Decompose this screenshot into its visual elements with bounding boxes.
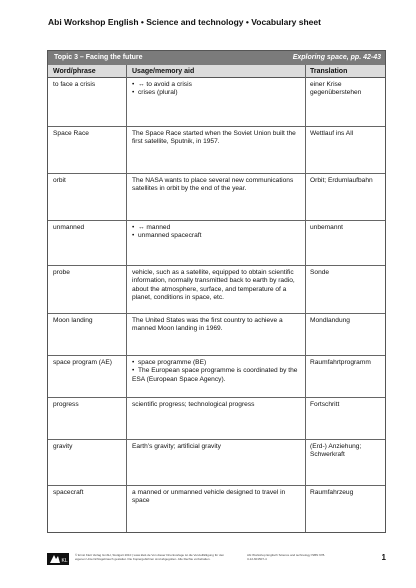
footer (47, 549, 386, 569)
word-cell: spacecraft (53, 489, 84, 496)
word-cell: to face a crisis (53, 81, 96, 88)
usage-cell (132, 81, 304, 98)
usage-line (132, 443, 304, 451)
usage-text: The NASA wants to place several new communications satellites in orbit by the end of the year. (132, 177, 294, 193)
table-row (48, 173, 385, 220)
usage-line (132, 269, 304, 303)
usage-text: vehicle, such as a satellite, equipped to obtain scientific information, normally transmitted back to earth by radio, about the atmosphere, surface, and temperature of a planet, conditions in space, etc. (132, 269, 295, 302)
usage-text: Earth’s gravity; artificial gravity (132, 443, 221, 450)
translation-cell: Raumfahrzeug (310, 489, 354, 496)
usage-cell (132, 269, 304, 303)
usage-line (132, 177, 304, 194)
usage-line (132, 81, 304, 89)
translation-cell: Wettlauf ins All (310, 130, 354, 137)
table-row (48, 313, 385, 355)
usage-line (132, 224, 304, 232)
translation-cell: Mondlandung (310, 317, 350, 324)
usage-line (132, 317, 304, 334)
table-row (48, 265, 385, 313)
word-cell: orbit (53, 177, 66, 184)
column-header-usage: Usage/memory aid (132, 68, 195, 75)
bullet-icon: • (132, 81, 135, 88)
table-header (48, 65, 385, 78)
column-header-word: Word/phrase (53, 68, 96, 75)
vocabulary-table (47, 50, 386, 533)
usage-cell (132, 177, 304, 194)
usage-line (132, 367, 304, 384)
usage-cell (132, 130, 304, 147)
usage-line (132, 489, 304, 506)
bullet-icon: • (132, 224, 135, 231)
footer-book-info: Abi Workshop Englisch Science and technology ISBN 978-3-12-601507-4 (247, 553, 326, 561)
bullet-icon: • (132, 232, 135, 240)
table-row (48, 220, 385, 265)
table-row (48, 78, 385, 126)
usage-text: ↔ manned (138, 224, 171, 231)
translation-cell: Raumfahrtprogramm (310, 359, 371, 366)
table-row (48, 355, 385, 397)
usage-cell (132, 224, 304, 241)
word-cell: Space Race (53, 130, 89, 137)
word-cell: probe (53, 269, 70, 276)
usage-text: The United States was the first country to achieve a manned Moon landing in 1969. (132, 317, 283, 333)
usage-text: crises (plural) (138, 89, 178, 97)
translation-cell: (Erd-) Anziehung; Schwerkraft (310, 443, 362, 459)
table-row (48, 126, 385, 173)
page-number: 1 (381, 553, 386, 562)
translation-cell: unbemannt (310, 224, 343, 231)
usage-cell (132, 401, 304, 409)
topic-bar (48, 51, 385, 65)
usage-text: The European space programme is coordinated by the ESA (European Space Agency). (132, 367, 298, 383)
table-row (48, 397, 385, 439)
column-header-translation: Translation (310, 68, 348, 75)
bullet-icon: • (132, 89, 135, 97)
footer-copyright: © Ernst Klett Verlag GmbH, Stuttgart 2010 | www.klett.de Von dieser Druckvorlage ist die Vervielfältigung für den eigenen Unterrichtsgebrauch gestattet. Die Kopiergebühren sind abgegolten. Alle Rechte vorbehalten. (75, 553, 225, 561)
usage-text: a manned or unmanned vehicle designed to travel in space (132, 489, 286, 505)
translation-cell: Fortschritt (310, 401, 340, 408)
usage-line (132, 232, 304, 240)
usage-line (132, 359, 304, 367)
bullet-icon: • (132, 359, 135, 366)
klett-logo-icon (47, 553, 69, 565)
usage-line (132, 89, 304, 97)
usage-cell (132, 359, 304, 384)
usage-text: ↔ to avoid a crisis (138, 81, 192, 88)
usage-line (132, 130, 304, 147)
usage-text: space programme (BE) (138, 359, 207, 366)
translation-cell: Sonde (310, 269, 330, 276)
translation-cell: Orbit; Erdumlaufbahn (310, 177, 373, 184)
translation-cell: einer Krise gegenüberstehen (310, 81, 362, 97)
usage-text: The Space Race started when the Soviet Union built the first satellite, Sputnik, in 1957. (132, 130, 296, 146)
usage-cell (132, 317, 304, 334)
bullet-icon: • (132, 367, 135, 375)
usage-line (132, 401, 304, 409)
word-cell: space program (AE) (53, 359, 112, 366)
usage-cell (132, 443, 304, 451)
usage-text: scientific progress; technological progress (132, 401, 255, 408)
page-title: Abi Workshop English • Science and technology • Vocabulary sheet (48, 17, 321, 27)
word-cell: Moon landing (53, 317, 93, 324)
usage-cell (132, 489, 304, 506)
topic-pages: Exploring space, pp. 42-43 (292, 54, 381, 61)
word-cell: progress (53, 401, 79, 408)
word-cell: unmanned (53, 224, 85, 231)
table-row (48, 485, 385, 532)
word-cell: gravity (53, 443, 73, 450)
svg-text:KL: KL (61, 558, 68, 564)
table-row (48, 439, 385, 485)
topic-title: Topic 3 – Facing the future (54, 54, 143, 61)
usage-text: unmanned spacecraft (138, 232, 202, 240)
